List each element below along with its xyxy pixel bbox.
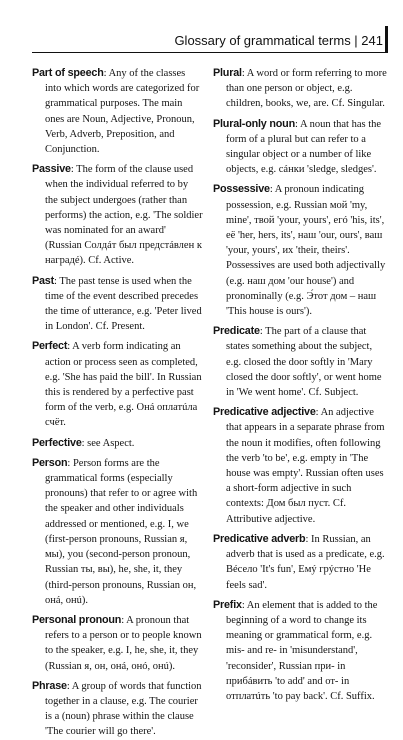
right-column	[213, 66, 387, 702]
page-header	[0, 30, 403, 58]
entry-definition: : A group of words that function together in a clause, e.g. The courier is a (noun) phrase within the clause 'The courier will go there'.	[45, 680, 202, 738]
glossary-entry-personal-pronoun	[32, 613, 203, 674]
entry-definition: : The past tense is used when the time of the event described precedes the time of utterance, e.g. 'Peter lived in London'. Cf. Present.	[45, 275, 202, 333]
entry-term: Personal pronoun	[32, 613, 122, 626]
glossary-entry-prefix	[213, 598, 387, 704]
glossary-entry-predicative-adjective	[213, 405, 387, 527]
glossary-entry-part-of-speech	[32, 66, 203, 157]
glossary-entry-passive	[32, 162, 203, 268]
running-title: Glossary of grammatical terms | 241	[174, 33, 383, 48]
glossary-entry-plural-only-noun	[213, 117, 387, 178]
entry-term: Possessive	[213, 183, 270, 196]
entry-definition: : A pronoun that refers to a person or to people known to the speaker, e.g. I, he, she, it, they (Russian я, он, онá, онó, онú).	[45, 614, 202, 672]
entry-definition: : Person forms are the grammatical forms (especially pronouns) that refer to or agree with the speaker and other individuals addressed or mentioned, e.g. I, we (first-person pronouns, Russian я, мы), you (second-person pronoun, Russian ты, вы), he, she, it, they (third-person pronouns, Russian он, онá, онú).	[45, 457, 198, 606]
glossary-entry-predicative-adverb	[213, 532, 387, 593]
entry-definition: : In Russian, an adverb that is used as a predicate, e.g. Вéсело 'It's fun', Емý грýстно 'He feels sad'.	[226, 533, 385, 591]
glossary-entry-perfect	[32, 339, 203, 430]
entry-definition: : A noun that has the form of a plural but can refer to a singular object or a number of like objects, e.g. сáнки 'sledge, sledges'.	[226, 118, 382, 176]
entry-term: Person	[32, 456, 68, 469]
left-column	[32, 66, 203, 738]
entry-definition: : The form of the clause used when the individual referred to by the subject undergoes (rather than performs) the action, e.g. 'The soldier was nominated for an award' (Russian Солдáт был предстáвлен к наградé). Cf. Active.	[45, 164, 203, 267]
entry-term: Passive	[32, 163, 71, 176]
entry-definition: : An element that is added to the beginning of a word to change its meaning or grammatical form, e.g. mis- and re- in 'misunderstand', 'reconsider', Russian при- in прибáвить 'to add' and от- in отплатúть 'to pay back'. Cf. Suffix.	[226, 599, 378, 702]
entry-definition: : A pronoun indicating possession, e.g. Russian мой 'my, mine', твой 'your, yours', егó 'his, its', её 'her, hers, its', наш 'our, ours', ваш 'your, yours', их 'their, theirs'. Possessives are used both adjectivally (e.g. наш дом 'our house') and pronominally (e.g. Э́тот дом – наш 'This house is ours').	[226, 184, 386, 318]
entry-term: Phrase	[32, 679, 67, 692]
entry-term: Plural	[213, 67, 242, 79]
header-rule	[32, 52, 387, 53]
glossary-entry-phrase	[32, 679, 203, 740]
glossary-entry-possessive	[213, 182, 387, 319]
entry-term: Plural-only noun	[213, 117, 295, 130]
glossary-entry-perfective	[32, 436, 203, 451]
entry-definition: : An adjective that appears in a separate phrase from the noun it modifies, often following the verb 'to be', e.g. empty in 'The house was empty'. Russian often uses a short-form adjective in such contexts: Дом был пуст. Cf. Attributive adjective.	[226, 407, 385, 525]
glossary-columns	[32, 66, 387, 738]
glossary-entry-plural	[213, 66, 387, 112]
entry-term: Perfective	[32, 436, 82, 449]
glossary-entry-predicate	[213, 324, 387, 400]
header-vertical-bar	[385, 26, 388, 53]
entry-term: Part of speech	[32, 67, 104, 79]
entry-definition: : see Aspect.	[81, 437, 135, 449]
entry-definition: : A word or form referring to more than one person or object, e.g. children, books, we, are. Cf. Singular.	[226, 68, 387, 110]
entry-term: Perfect	[32, 340, 68, 353]
entry-term: Predicate	[213, 325, 260, 338]
entry-definition: : The part of a clause that states something about the subject, e.g. closed the door softly in 'Mary closed the door softly', or went home in 'We went home'. Cf. Subject.	[226, 326, 382, 399]
entry-term: Predicative adjective	[213, 406, 316, 419]
glossary-entry-past	[32, 274, 203, 335]
entry-definition: : A verb form indicating an action or process seen as completed, e.g. 'She has paid the bill'. In Russian this is rendered by a perfective past form of the verb, e.g. Онá оплатúла счёт.	[45, 341, 202, 429]
entry-term: Predicative adverb	[213, 532, 306, 545]
glossary-entry-person	[32, 456, 203, 608]
entry-term: Prefix	[213, 598, 242, 611]
entry-term: Past	[32, 274, 55, 287]
entry-definition: : Any of the classes into which words are categorized for grammatical purposes. The main ones are Noun, Adjective, Pronoun, Verb, Adverb, Preposition, and Conjunction.	[45, 68, 200, 156]
